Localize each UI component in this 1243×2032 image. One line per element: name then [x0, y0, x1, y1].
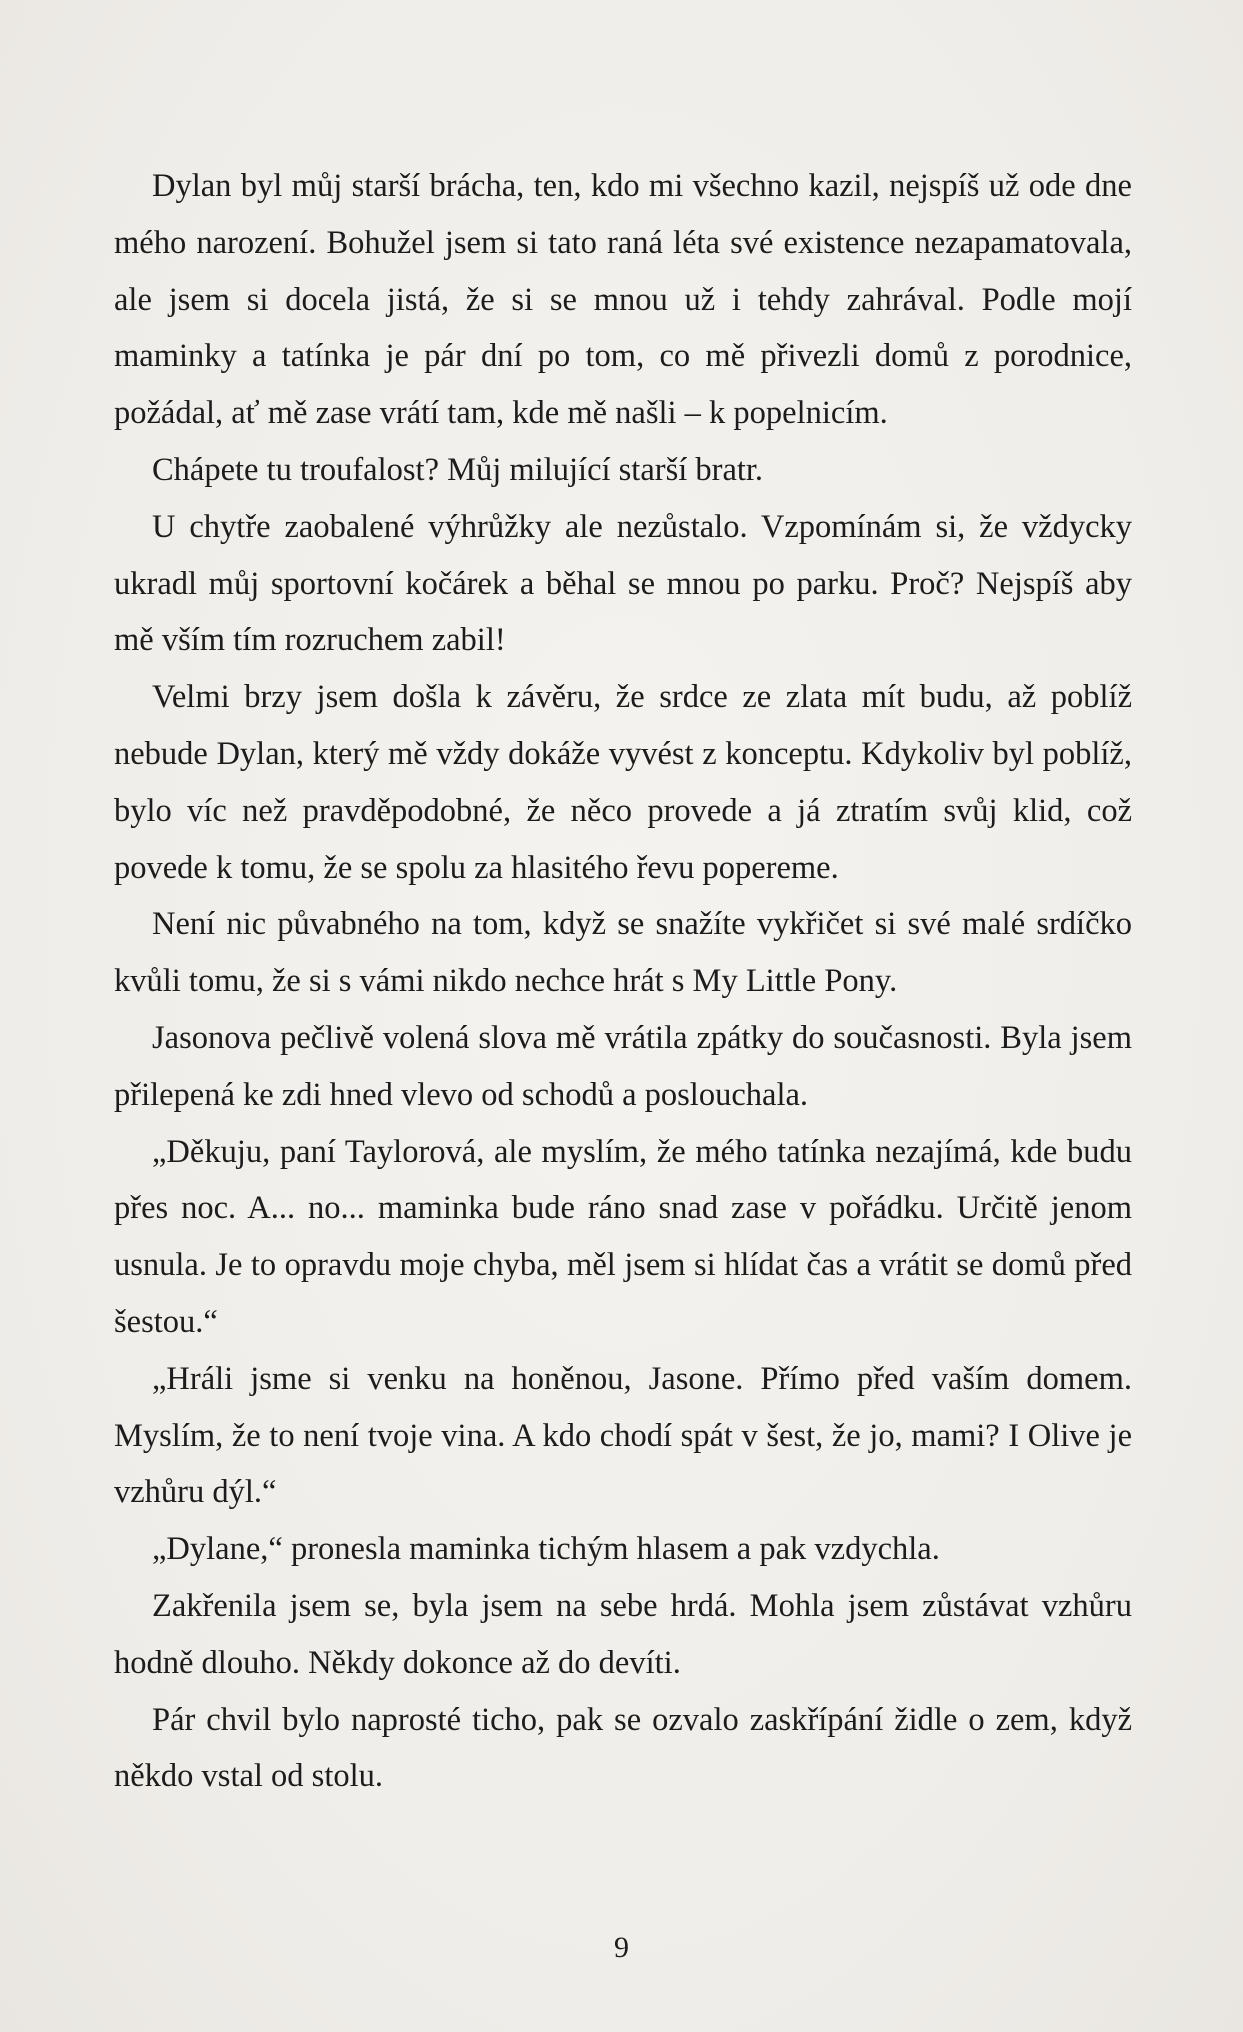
- paragraph-10: Zakřenila jsem se, byla jsem na sebe hrdá. Mohla jsem zůstávat vzhůru hodně dlouho. Někdy dokonce až do devíti.: [114, 1587, 1132, 1681]
- paragraph-3: U chytře zaobalené výhrůžky ale nezůstalo. Vzpomínám si, že vždycky ukradl můj sportovní kočárek a běhal se mnou po parku. Proč? Nejspíš aby mě vším tím rozruchem zabil!: [114, 508, 1132, 659]
- paragraph-9: „Dylane,“ pronesla maminka tichým hlasem a pak vzdychla.: [152, 1531, 940, 1568]
- paragraph-6: Jasonova pečlivě volená slova mě vrátila zpátky do současnosti. Byla jsem přilepená ke zdi hned vlevo od schodů a poslouchala.: [114, 1019, 1132, 1113]
- paragraph-5: Není nic půvabného na tom, když se snažíte vykřičet si své malé srdíčko kvůli tomu, že si s vámi nikdo nechce hrát s My Little Pony.: [114, 906, 1132, 1000]
- paragraph-1: Dylan byl můj starší brácha, ten, kdo mi všechno kazil, nejspíš už ode dne mého narození. Bohužel jsem si tato raná léta své existence nezapamatovala, ale jsem si docela jistá, že si se mnou už i tehdy zahrával. Podle mojí maminky a tatínka je pár dní po tom, co mě přivezli domů z porodnice, požádal, ať mě zase vrátí tam, kde mě našli – k popelnicím.: [114, 168, 1132, 432]
- paragraph-7: „Děkuju, paní Taylorová, ale myslím, že mého tatínka nezajímá, kde budu přes noc. A... no... maminka bude ráno snad zase v pořádku. Určitě jenom usnula. Je to opravdu moje chyba, měl jsem si hlídat čas a vrátit se domů před šestou.“: [114, 1133, 1132, 1340]
- paragraph-8: „Hráli jsme si venku na honěnou, Jasone. Přímo před vaším domem. Myslím, že to není tvoje vina. A kdo chodí spát v šest, že jo, mami? I Olive je vzhůru dýl.“: [114, 1360, 1132, 1511]
- body-text: [114, 158, 1132, 1805]
- page-number: 9: [614, 1931, 629, 1964]
- paragraph-2: Chápete tu troufalost? Můj milující starší bratr.: [152, 451, 764, 488]
- paragraph-11: Pár chvil bylo naprosté ticho, pak se ozvalo zaskřípání židle o zem, když někdo vstal od stolu.: [114, 1701, 1132, 1795]
- paragraph-4: Velmi brzy jsem došla k závěru, že srdce ze zlata mít budu, až poblíž nebude Dylan, který mě vždy dokáže vyvést z konceptu. Kdykoliv byl poblíž, bylo víc než pravděpodobné, že něco provede a já ztratím svůj klid, což povede k tomu, že se spolu za hlasitého řevu popereme.: [114, 679, 1132, 886]
